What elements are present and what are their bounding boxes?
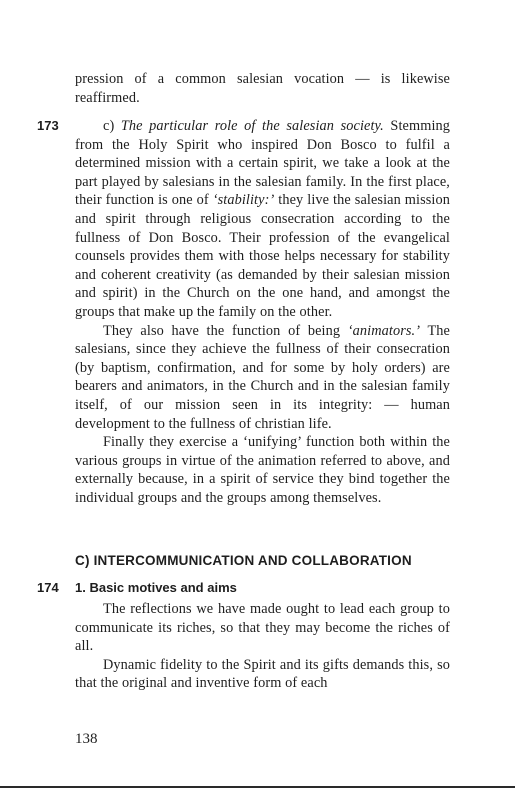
subheading-basic-motives: 1. Basic motives and aims — [75, 580, 237, 595]
continuation-text — [75, 70, 450, 107]
emphasis-stability: ‘stability:’ — [212, 192, 275, 209]
section-heading-c: C) INTERCOMMUNICATION AND COLLABORATION — [75, 553, 412, 568]
paragraph-text: They also have the function of being — [103, 322, 348, 339]
continuation-paragraph: pression of a common salesian vocation — is likewise reaffirmed. — [75, 71, 450, 106]
section-174-paragraph-2: Dynamic fidelity to the Spirit and its gifts demands this, so that the original and inventive form of each — [75, 656, 450, 692]
section-title-italic: The particular role of the salesian society. — [120, 118, 384, 134]
section-174-text — [75, 600, 450, 693]
section-173-text — [75, 117, 450, 507]
paragraph-text: they live the salesian mission and spirit through religious consecration according to the fullness of Don Bosco. Their profession of the evangelical counsels provides them with those helps necessary for stability and coherent creativity (as demanded by their salesian mission and spirit) in the Church on the one hand, and amongst the groups that make up the family on the other. — [75, 192, 450, 320]
item-letter: c) — [103, 118, 121, 134]
section-173-paragraph-1 — [75, 117, 450, 322]
section-173-paragraph-2 — [75, 322, 450, 434]
page-number: 138 — [75, 731, 98, 747]
page-bottom-edge — [0, 786, 515, 788]
section-173-paragraph-3: Finally they exercise a ‘unifying’ function both within the various groups in virtue of the animation referred to above, and externally because, in a spirit of service they bind together the individual groups and the groups among themselves. — [75, 434, 450, 506]
paragraph-text: The salesians, since they achieve the fullness of their consecration (by baptism, confirmation, and for some by holy orders) are bearers and animators, in the Church and in the salesian family itself, of our mission seen in its integrity: — human development to the fullness of christian life. — [75, 322, 450, 432]
paragraph-number-174: 174 — [37, 580, 59, 595]
paragraph-text: Stemming from the Holy Spirit who inspired Don Bosco to fulfil a determined mission with a certain spirit, we take a look at the part played by salesians in the salesian family. In the first place, their function is one of — [75, 118, 451, 209]
section-174-paragraph-1: The reflections we have made ought to lead each group to communicate its riches, so that they may become the riches of all. — [75, 601, 450, 655]
emphasis-animators: ‘animators.’ — [347, 322, 421, 339]
paragraph-number-173: 173 — [37, 118, 59, 133]
